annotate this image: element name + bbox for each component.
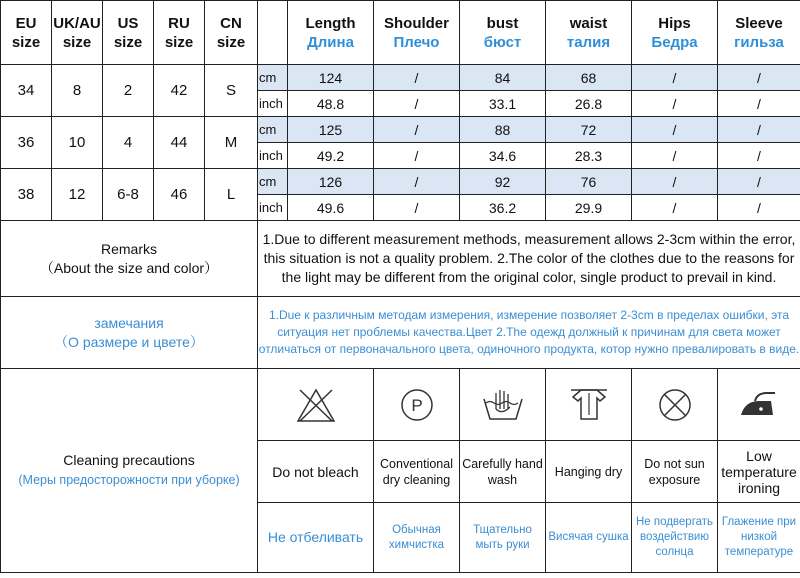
sleeve-cell: / — [718, 65, 800, 91]
length-cell: 49.6 — [288, 195, 374, 221]
ukau-size-cell: 8 — [52, 65, 103, 117]
care-en-text: Low temperature ironing — [718, 441, 800, 503]
table-row — [1, 169, 800, 195]
remarks-ru-label: замечания — [94, 314, 164, 331]
unit-cell: cm — [258, 65, 288, 91]
bust-cell: 36.2 — [460, 195, 546, 221]
header-cn: CN size — [205, 1, 258, 65]
table-row — [1, 65, 800, 91]
no-bleach-icon — [258, 369, 374, 441]
care-en-text: Hanging dry — [546, 441, 632, 503]
waist-cell: 29.9 — [546, 195, 632, 221]
shoulder-cell: / — [374, 143, 460, 169]
eu-size-cell: 36 — [1, 117, 52, 169]
low-iron-icon — [718, 369, 800, 441]
shoulder-cell: / — [374, 195, 460, 221]
remarks-ru-row — [1, 297, 800, 369]
unit-cell: inch — [258, 195, 288, 221]
care-sublabel: (Меры предосторожности при уборке) — [18, 473, 240, 487]
hips-cell: / — [632, 65, 718, 91]
unit-cell: inch — [258, 143, 288, 169]
unit-cell: cm — [258, 117, 288, 143]
ru-size-cell: 46 — [154, 169, 205, 221]
care-icon-row — [1, 369, 800, 441]
care-ru-text: Обычная химчистка — [374, 503, 460, 573]
ukau-size-cell: 10 — [52, 117, 103, 169]
hips-cell: / — [632, 143, 718, 169]
cn-size-cell: L — [205, 169, 258, 221]
care-en-text: Conventional dry cleaning — [374, 441, 460, 503]
care-en-text: Do not bleach — [258, 441, 374, 503]
header-row — [1, 1, 800, 65]
waist-cell: 28.3 — [546, 143, 632, 169]
header-us: US size — [103, 1, 154, 65]
bust-cell: 88 — [460, 117, 546, 143]
bust-cell: 33.1 — [460, 91, 546, 117]
unit-cell: inch — [258, 91, 288, 117]
header-sleeve: Sleeve гильза — [718, 1, 800, 65]
dry-clean-p-icon — [374, 369, 460, 441]
hips-cell: / — [632, 169, 718, 195]
shoulder-cell: / — [374, 65, 460, 91]
remarks-sublabel: （About the size and color） — [39, 259, 219, 276]
no-sun-icon — [632, 369, 718, 441]
table-row — [1, 117, 800, 143]
header-waist: waist талия — [546, 1, 632, 65]
care-label: Cleaning precautions — [63, 452, 195, 468]
care-ru-text: Не подвергать воздействию солнца — [632, 503, 718, 573]
length-cell: 49.2 — [288, 143, 374, 169]
header-hips: Hips Бедра — [632, 1, 718, 65]
hanging-dry-icon — [546, 369, 632, 441]
care-ru-text: Не отбеливать — [258, 503, 374, 573]
remarks-row — [1, 221, 800, 297]
remarks-ru-label-cell — [1, 297, 258, 369]
waist-cell: 72 — [546, 117, 632, 143]
ukau-size-cell: 12 — [52, 169, 103, 221]
hips-cell: / — [632, 195, 718, 221]
remarks-label: Remarks — [100, 240, 157, 257]
header-unit-blank — [258, 1, 288, 65]
waist-cell: 26.8 — [546, 91, 632, 117]
shoulder-cell: / — [374, 169, 460, 195]
hips-cell: / — [632, 117, 718, 143]
length-cell: 126 — [288, 169, 374, 195]
header-bust: bust бюст — [460, 1, 546, 65]
bust-cell: 92 — [460, 169, 546, 195]
care-ru-text: Тщательно мыть руки — [460, 503, 546, 573]
length-cell: 125 — [288, 117, 374, 143]
eu-size-cell: 34 — [1, 65, 52, 117]
care-ru-text: Висячая сушка — [546, 503, 632, 573]
length-cell: 124 — [288, 65, 374, 91]
header-eu: EU size — [1, 1, 52, 65]
remarks-ru-text: 1.Due к различным методам измерения, измерение позволяет 2-3cm в пределах ошибки, эта ситуация нет проблемы качества.Цвет 2.The одежд должный к причинам для света может отличаться от первоначального цвета, одиночного продукта, котор нужно превалировать в виде. — [258, 297, 800, 369]
ru-size-cell: 42 — [154, 65, 205, 117]
waist-cell: 68 — [546, 65, 632, 91]
eu-size-cell: 38 — [1, 169, 52, 221]
care-en-text: Do not sun exposure — [632, 441, 718, 503]
sleeve-cell: / — [718, 117, 800, 143]
length-cell: 48.8 — [288, 91, 374, 117]
hand-wash-icon — [460, 369, 546, 441]
care-label-cell — [1, 369, 258, 573]
cn-size-cell: S — [205, 65, 258, 117]
us-size-cell: 4 — [103, 117, 154, 169]
shoulder-cell: / — [374, 117, 460, 143]
ru-size-cell: 44 — [154, 117, 205, 169]
us-size-cell: 6-8 — [103, 169, 154, 221]
sleeve-cell: / — [718, 143, 800, 169]
header-length: Length Длина — [288, 1, 374, 65]
remarks-label-cell — [1, 221, 258, 297]
svg-text:P: P — [410, 395, 423, 415]
sleeve-cell: / — [718, 169, 800, 195]
care-ru-text: Глажение при низкой температуре — [718, 503, 800, 573]
shoulder-cell: / — [374, 91, 460, 117]
bust-cell: 34.6 — [460, 143, 546, 169]
remarks-text: 1.Due to different measurement methods, measurement allows 2-3cm within the error, this situation is not a quality problem. 2.The color of the clothes due to the reasons for the light may be different from the original color, single product to prevail in kind. — [258, 221, 800, 297]
header-ukau: UK/AU size — [52, 1, 103, 65]
care-en-text: Carefully hand wash — [460, 441, 546, 503]
sleeve-cell: / — [718, 91, 800, 117]
hips-cell: / — [632, 91, 718, 117]
unit-cell: cm — [258, 169, 288, 195]
sleeve-cell: / — [718, 195, 800, 221]
waist-cell: 76 — [546, 169, 632, 195]
header-ru: RU size — [154, 1, 205, 65]
header-shoulder: Shoulder Плечо — [374, 1, 460, 65]
remarks-ru-sublabel: （О размере и цвете） — [54, 333, 204, 350]
us-size-cell: 2 — [103, 65, 154, 117]
cn-size-cell: M — [205, 117, 258, 169]
bust-cell: 84 — [460, 65, 546, 91]
